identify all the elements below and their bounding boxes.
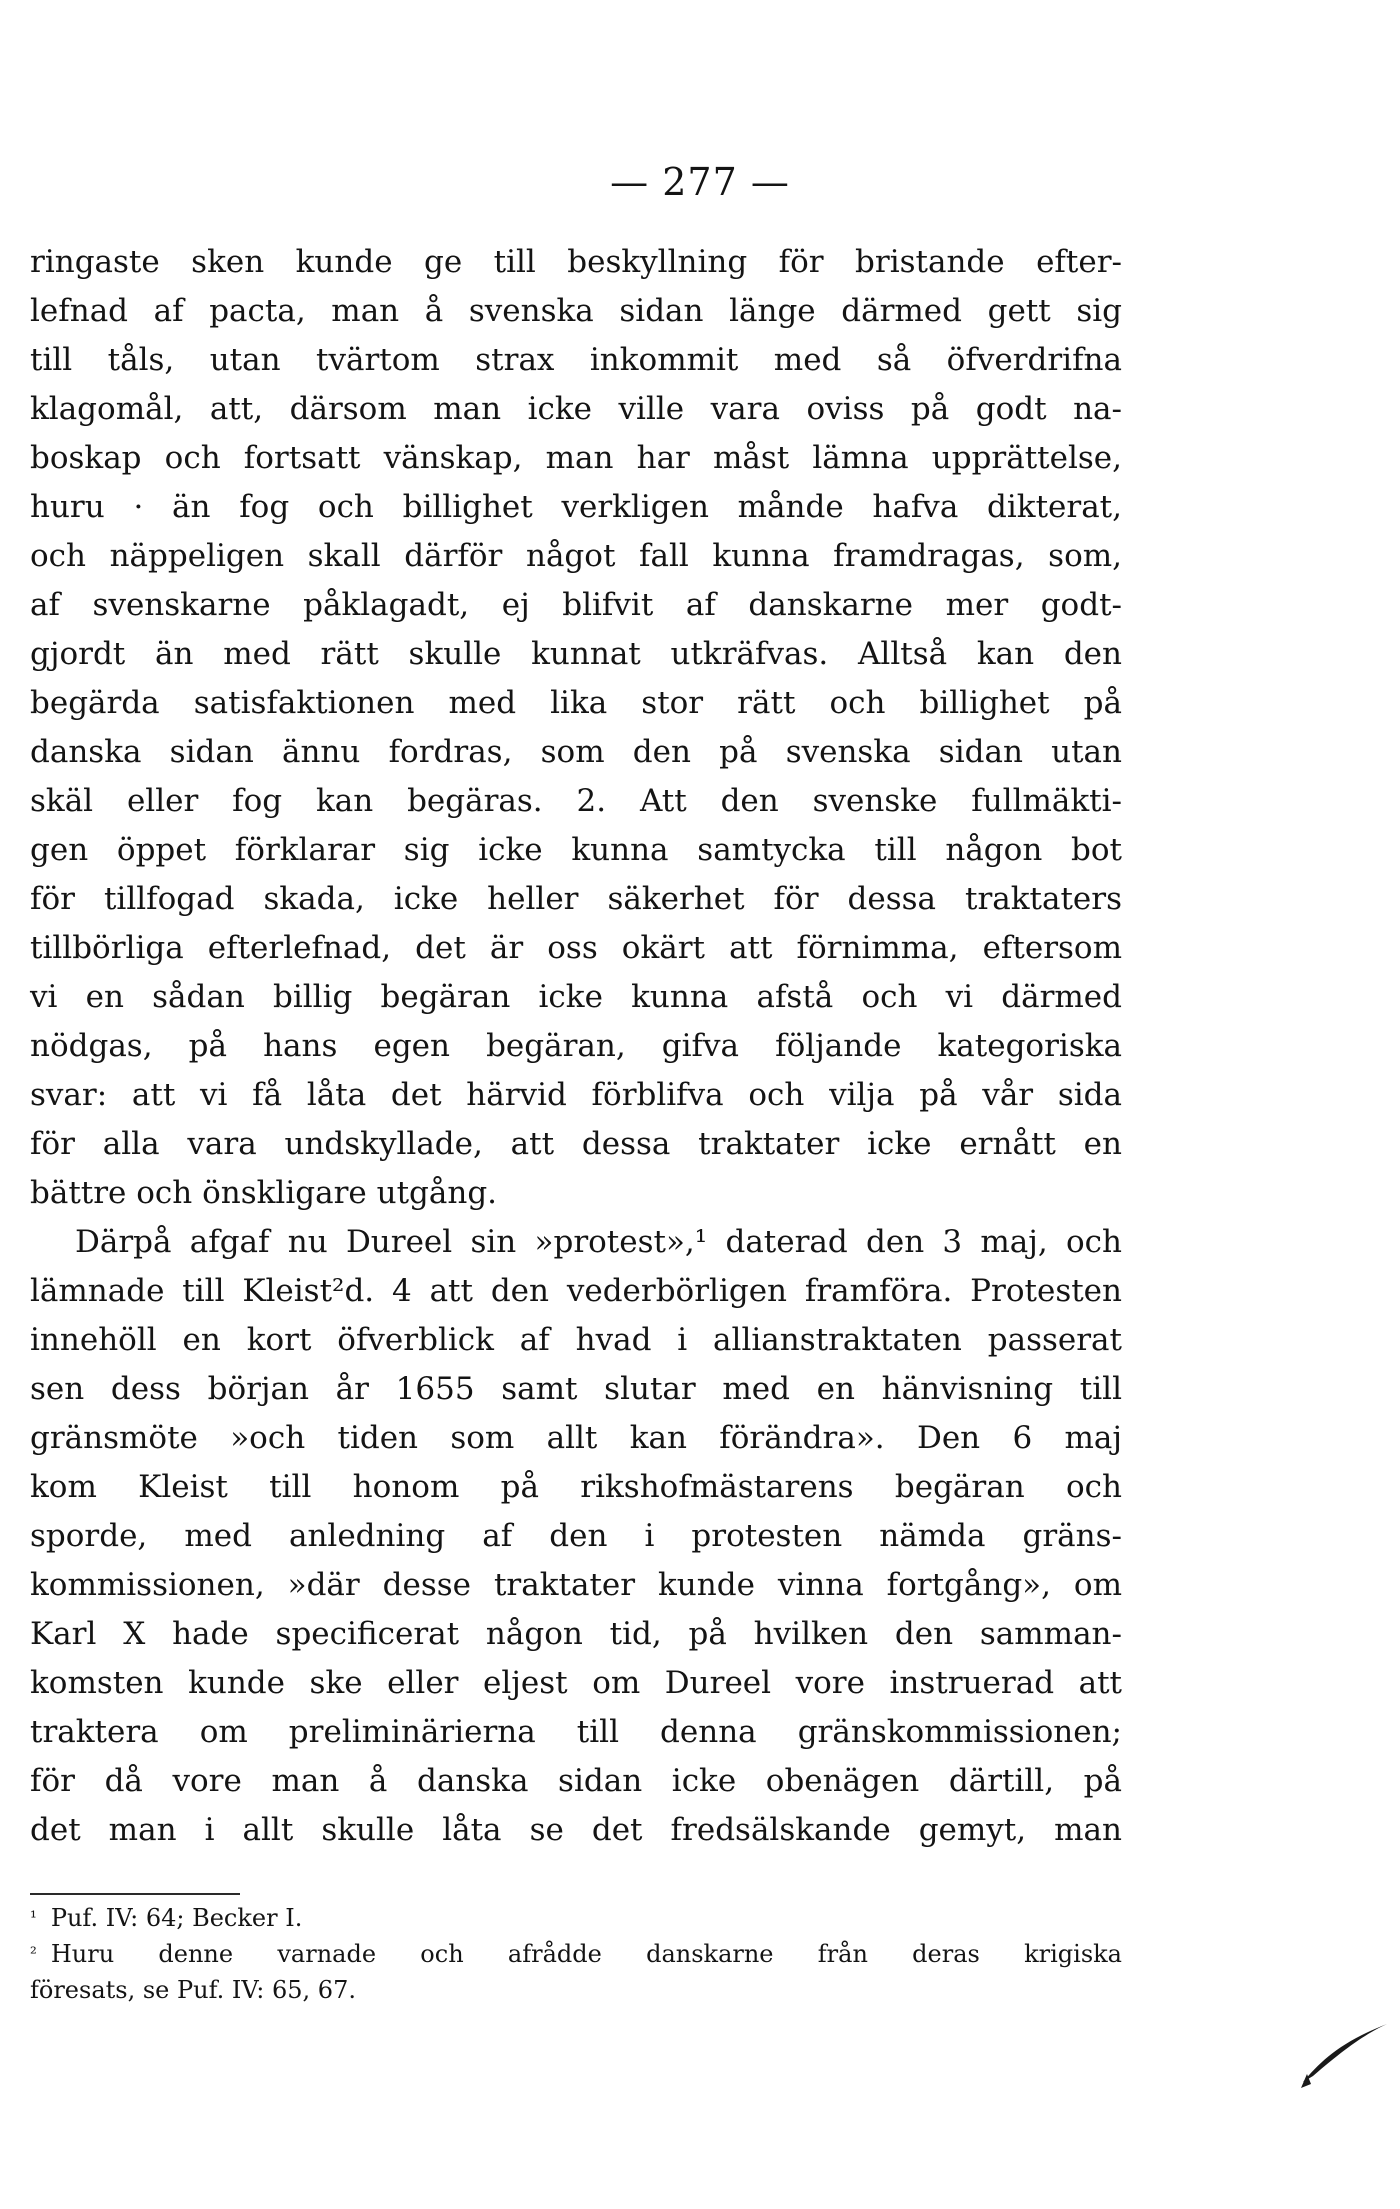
text-line: kom Kleist till honom på rikshofmästarens begäran och xyxy=(30,1469,1122,1505)
text-line: Karl X hade specificerat någon tid, på hvilken den samman- xyxy=(30,1616,1122,1652)
ink-stroke xyxy=(1303,2024,1387,2082)
text-line: gjordt än med rätt skulle kunnat utkräfvas. Alltså kan den xyxy=(30,636,1122,672)
footnote-marker: ¹ xyxy=(30,1908,37,1928)
footnote-text: Huru denne varnade och afrådde danskarne från deras krigiska xyxy=(50,1940,1122,1968)
body-text xyxy=(30,238,1122,1855)
text-line: af svenskarne påklagadt, ej blifvit af danskarne mer godt- xyxy=(30,587,1122,623)
text-line: och näppeligen skall därför något fall kunna framdragas, som, xyxy=(30,538,1122,574)
text-line: Därpå afgaf nu Dureel sin »protest»,¹ daterad den 3 maj, och xyxy=(75,1224,1122,1260)
text-line: komsten kunde ske eller eljest om Dureel vore instruerad att xyxy=(30,1665,1122,1701)
page-number: — 277 — xyxy=(610,160,790,204)
text-line: för tillfogad skada, icke heller säkerhet för dessa traktaters xyxy=(30,881,1122,917)
footnote-marker: ² xyxy=(30,1944,37,1964)
footnote-rule xyxy=(30,1893,240,1895)
footnote-continuation: föresats, se Puf. IV: 65, 67. xyxy=(30,1976,356,2004)
text-line: boskap och fortsatt vänskap, man har måst lämna upprättelse, xyxy=(30,440,1122,476)
text-line: ringaste sken kunde ge till beskyllning för bristande efter- xyxy=(30,244,1122,280)
text-line: nödgas, på hans egen begäran, gifva följande kategoriska xyxy=(30,1028,1122,1064)
text-line: sen dess början år 1655 samt slutar med en hänvisning till xyxy=(30,1371,1122,1407)
footnote xyxy=(30,1900,1122,1936)
text-line: vi en sådan billig begäran icke kunna afstå och vi därmed xyxy=(30,979,1122,1015)
text-line: skäl eller fog kan begäras. 2. Att den svenske fullmäkti- xyxy=(30,783,1122,819)
text-line: kommissionen, »där desse traktater kunde vinna fortgång», om xyxy=(30,1567,1122,1603)
text-line: lämnade till Kleist²d. 4 att den vederbörligen framföra. Protesten xyxy=(30,1273,1122,1309)
text-line: huru · än fog och billighet verkligen månde hafva dikterat, xyxy=(30,489,1122,525)
text-line: gen öppet förklarar sig icke kunna samtycka till någon bot xyxy=(30,832,1122,868)
text-line: till tåls, utan tvärtom strax inkommit med så öfverdrifna xyxy=(30,342,1122,378)
text-line: sporde, med anledning af den i protesten nämda gräns- xyxy=(30,1518,1122,1554)
text-line: traktera om preliminärierna till denna gränskommissionen; xyxy=(30,1714,1122,1750)
footnote xyxy=(30,1936,1122,1972)
footnotes xyxy=(30,1900,1122,2008)
text-line: begärda satisfaktionen med lika stor rätt och billighet på xyxy=(30,685,1122,721)
text-line: bättre och önskligare utgång. xyxy=(30,1175,498,1211)
text-line: för alla vara undskyllade, att dessa traktater icke ernått en xyxy=(30,1126,1122,1162)
text-line: innehöll en kort öfverblick af hvad i allianstraktaten passerat xyxy=(30,1322,1122,1358)
ink-mark xyxy=(1295,2012,1395,2092)
text-line: gränsmöte »och tiden som allt kan förändra». Den 6 maj xyxy=(30,1420,1122,1456)
text-line: klagomål, att, därsom man icke ville vara oviss på godt na- xyxy=(30,391,1122,427)
footnote-text: Puf. IV: 64; Becker I. xyxy=(50,1904,303,1932)
text-line: tillbörliga efterlefnad, det är oss okärt att förnimma, eftersom xyxy=(30,930,1122,966)
text-line: för då vore man å danska sidan icke obenägen därtill, på xyxy=(30,1763,1122,1799)
text-line: danska sidan ännu fordras, som den på svenska sidan utan xyxy=(30,734,1122,770)
text-line: lefnad af pacta, man å svenska sidan länge därmed gett sig xyxy=(30,293,1122,329)
text-line: svar: att vi få låta det härvid förblifva och vilja på vår sida xyxy=(30,1077,1122,1113)
text-line: det man i allt skulle låta se det fredsälskande gemyt, man xyxy=(30,1812,1122,1848)
